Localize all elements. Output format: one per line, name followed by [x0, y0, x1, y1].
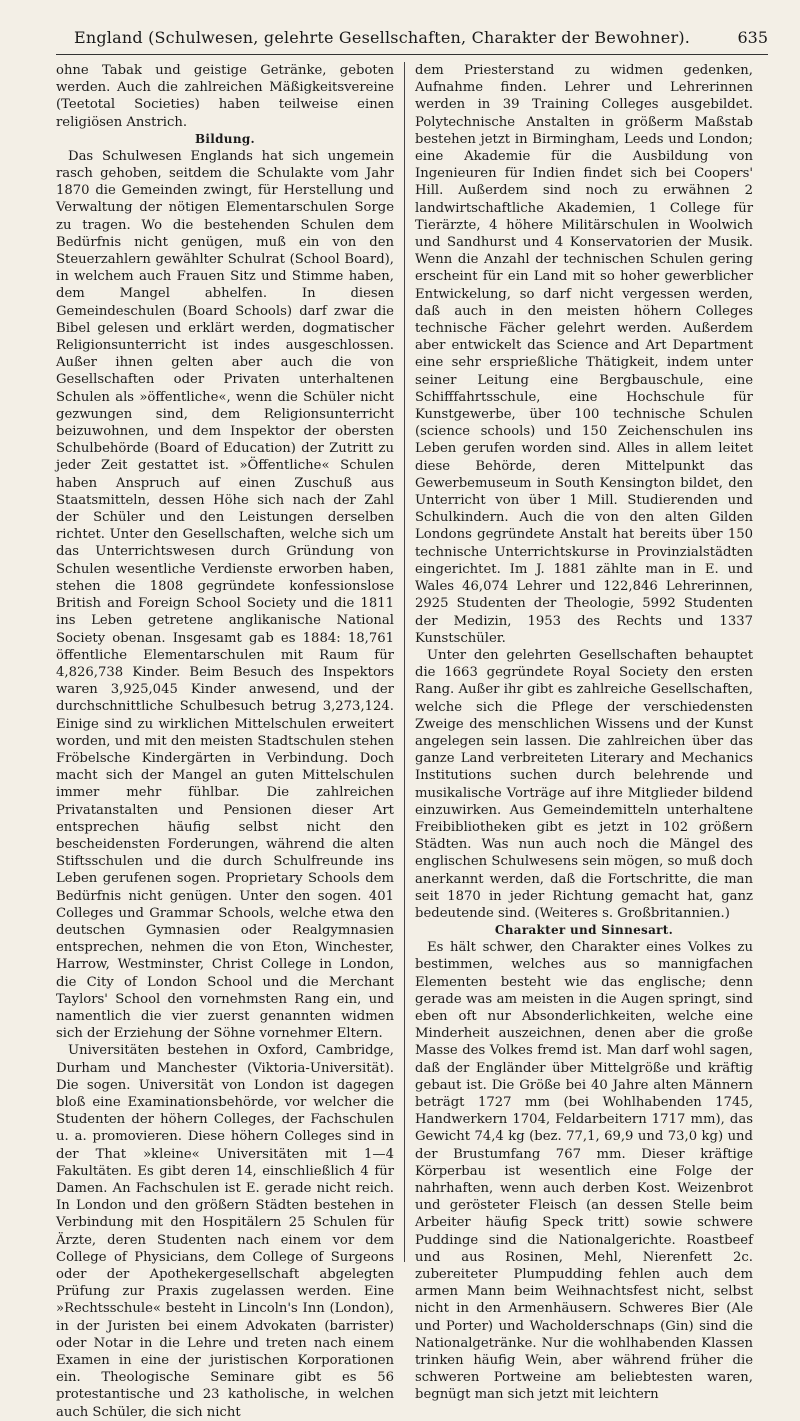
paragraph-charakter: Es hält schwer, den Charakter eines Volkes zu bestimmen, welches aus so mannigfachen Elementen besteht wie das englische; denn gerade was am meisten in die Augen springt, sind eben oft nur Absonderlichkeiten, welche eine Minderheit auszeichnen, denen aber die große Masse des Volkes fremd ist. Man darf wohl sagen, daß der Engländer über Mittelgröße und kräftig gebaut ist. Die Größe bei 40 Jahre alten Männern beträgt 1727 mm (bei Wohlhabenden 1745, Handwerkern 1704, Feldarbeitern 1717 mm), das Gewicht 74,4 kg (bez. 77,1, 69,9 und 73,0 kg) und der Brustumfang 767 mm. Dieser kräftige Körperbau ist wesentlich eine Folge der nahrhaften, wenn auch derben Kost. Weizenbrot und gerösteter Fleisch (an dessen Stelle beim Arbeiter häufig Speck tritt) sowie schwere Puddinge sind die Nationalgerichte. Roastbeef und aus Rosinen, Mehl, Nierenfett 2c. zubereiteter Plumpudding fehlen auch dem armen Mann beim Weihnachtsfest nicht, selbst nicht in den Armenhäusern. Schweres Bier (Ale und Porter) und Wacholderschnaps (Gin) sind die Nationalgetränke. Nur die wohlhabenden Klassen trinken häufig Wein, aber während früher die schweren Portweine am beliebtesten waren, begnügt man sich jetzt mit leichtern	[415, 940, 753, 1403]
paragraph-tabak: ohne Tabak und geistige Getränke, geboten werden. Auch die zahlreichen Mäßigkeitsvereine (Teetotal Societies) haben teilweise einen religiösen Anstrich.	[56, 63, 394, 130]
section-heading-bildung: Bildung.	[194, 131, 256, 146]
paragraph-gesellschaften: Unter den gelehrten Gesellschaften behauptet die 1663 gegründete Royal Society den ersten Rang. Außer ihr gibt es zahlreiche Gesellschaften, welche sich die Pflege der verschiedensten Zweige des menschlichen Wissens und der Kunst angelegen sein lassen. Die zahlreichen über das ganze Land verbreiteten Literary and Mechanics Institutions suchen durch belehrende und musikalische Vorträge auf ihre Mitglieder bildend einzuwirken. Aus Gemeindemitteln unterhaltene Freibibliotheken gibt es jetzt in 102 größern Städten. Was nun auch noch die Mängel des englischen Schulwesens sein mögen, so muß doch anerkannt werden, daß die Fortschritte, die man seit 1870 in jeder Richtung gemacht hat, ganz bedeutende sind. (Weiteres s. Großbritannien.)	[415, 647, 753, 921]
running-title: England (Schulwesen, gelehrte Gesellschaften, Charakter der Bewohner).	[73, 28, 691, 47]
paragraph-schulwesen: Das Schulwesen Englands hat sich ungemein rasch gehoben, seitdem die Schulakte vom Jahr 1870 die Gemeinden zwingt, für Herstellung und Verwaltung der nötigen Elementarschulen Sorge zu tragen. Wo die bestehenden Schulen dem Bedürfnis nicht genügen, muß ein von den Steuerzahlern gewählter Schulrat (School Board), in welchem auch Frauen Sitz und Stimme haben, dem Mangel abhelfen. In diesen Gemeindeschulen (Board Schools) darf zwar die Bibel gelesen und erklärt werden, dogmatischer Religionsunterricht ist indes ausgeschlossen. Außer ihnen gelten aber auch die von Gesellschaften oder Privaten unterhaltenen Schulen als »öffentliche«, wenn die Schüler nicht gezwungen sind, dem Religionsunterricht beizuwohnen, und dem Inspektor der obersten Schulbehörde (Board of Education) der Zutritt zu jeder Zeit gestattet ist. »Öffentliche« Schulen haben Anspruch auf einen Zuschuß aus Staatsmitteln, dessen Höhe sich nach der Zahl der Schüler und den Leistungen derselben richtet. Unter den Gesellschaften, welche sich um das Unterrichtswesen durch Gründung von Schulen wesentliche Verdienste erworben haben, stehen die 1808 gegründete konfessionslose British and Foreign School Society und die 1811 ins Leben getretene anglikanische National Society obenan. Insgesamt gab es 1884: 18,761 öffentliche Elementarschulen mit Raum für 4,826,738 Kinder. Beim Besuch des Inspektors waren 3,925,045 Kinder anwesend, und der durchschnittliche Schulbesuch betrug 3,273,124. Einige sind zu wirklichen Mittelschulen erweitert worden, und mit den meisten Stadtschulen stehen Fröbelsche Kindergärten in Verbindung. Doch macht sich der Mangel an guten Mittelschulen immer mehr fühlbar. Die zahlreichen Privatanstalten und Pensionen dieser Art entsprechen häufig selbst nicht den bescheidensten Forderungen, während die alten Stiftsschulen und die durch Schulfreunde ins Leben gerufenen sogen. Proprietary Schools dem Bedürfnis nicht genügen. Unter den sogen. 401 Colleges und Grammar Schools, welche etwa den deutschen Gymnasien oder Realgymnasien entsprechen, nehmen die von Eton, Winchester, Harrow, Westminster, Christ College in London, die City of London School und die Merchant Taylors' School den vornehmsten Rang ein, und namentlich die vier zuerst genannten widmen sich der Erziehung der Söhne vornehmer Eltern.	[56, 148, 394, 1042]
right-column	[415, 62, 753, 1403]
paragraph-priesterstand: dem Priesterstand zu widmen gedenken, Aufnahme finden. Lehrer und Lehrerinnen werden in 39 Training Colleges ausgebildet. Polytechnische Anstalten in größerm Maßstab bestehen jetzt in Birmingham, Leeds und London; eine Akademie für die Ausbildung von Ingenieuren für Indien findet sich bei Coopers' Hill. Außerdem sind noch zu erwähnen 2 landwirtschaftliche Akademien, 1 College für Tierärzte, 4 höhere Militärschulen in Woolwich und Sandhurst und 4 Konservatorien der Musik. Wenn die Anzahl der technischen Schulen gering erscheint für ein Land mit so hoher gewerblicher Entwickelung, so darf nicht vergessen werden, daß auch in den meisten höhern Colleges technische Fächer gelehrt werden. Außerdem aber entwickelt das Science and Art Department eine sehr ersprießliche Thätigkeit, indem unter seiner Leitung eine Bergbauschule, eine Schifffahrtsschule, eine Hochschule für Kunstgewerbe, über 100 technische Schulen (science schools) und 150 Zeichenschulen ins Leben gerufen worden sind. Alles in allem leitet diese Behörde, deren Mittelpunkt das Gewerbemuseum in South Kensington bildet, den Unterricht von über 1 Mill. Studierenden und Schulkindern. Auch die von den alten Gilden Londons gegründete Anstalt hat bereits über 150 technische Unterrichtskurse in Provinzialstädten eingerichtet. Im J. 1881 zählte man in E. und Wales 46,074 Lehrer und 122,846 Lehrerinnen, 2925 Studenten der Theologie, 5992 Studenten der Medizin, 1953 des Rechts und 1337 Kunstschüler.	[415, 63, 753, 646]
page-number: 635	[737, 28, 768, 47]
section-heading-charakter: Charakter und Sinnesart.	[494, 923, 674, 938]
column-divider	[404, 62, 405, 1262]
page-header	[56, 28, 768, 55]
left-column	[56, 62, 394, 1420]
paragraph-universitaeten: Universitäten bestehen in Oxford, Cambridge, Durham und Manchester (Viktoria-Universität). Die sogen. Universität von London ist dagegen bloß eine Examinationsbehörde, vor welcher die Studenten der höhern Colleges, der Fachschulen u. a. promovieren. Diese höhern Colleges sind in der That »kleine« Universitäten mit 1—4 Fakultäten. Es gibt deren 14, einschließlich 4 für Damen. An Fachschulen ist E. gerade nicht reich. In London und den größern Städten bestehen in Verbindung mit den Hospitälern 25 Schulen für Ärzte, deren Studenten nach einem vor dem College of Physicians, dem College of Surgeons oder der Apothekergesellschaft abgelegten Prüfung zur Praxis zugelassen werden. Eine »Rechtsschule« besteht in Lincoln's Inn (London), in der Juristen bei einem Advokaten (barrister) oder Notar in die Lehre und treten nach einem Examen in eine der juristischen Korporationen ein. Theologische Seminare gibt es 56 protestantische und 23 katholische, in welchen auch Schüler, die sich nicht	[56, 1043, 394, 1420]
